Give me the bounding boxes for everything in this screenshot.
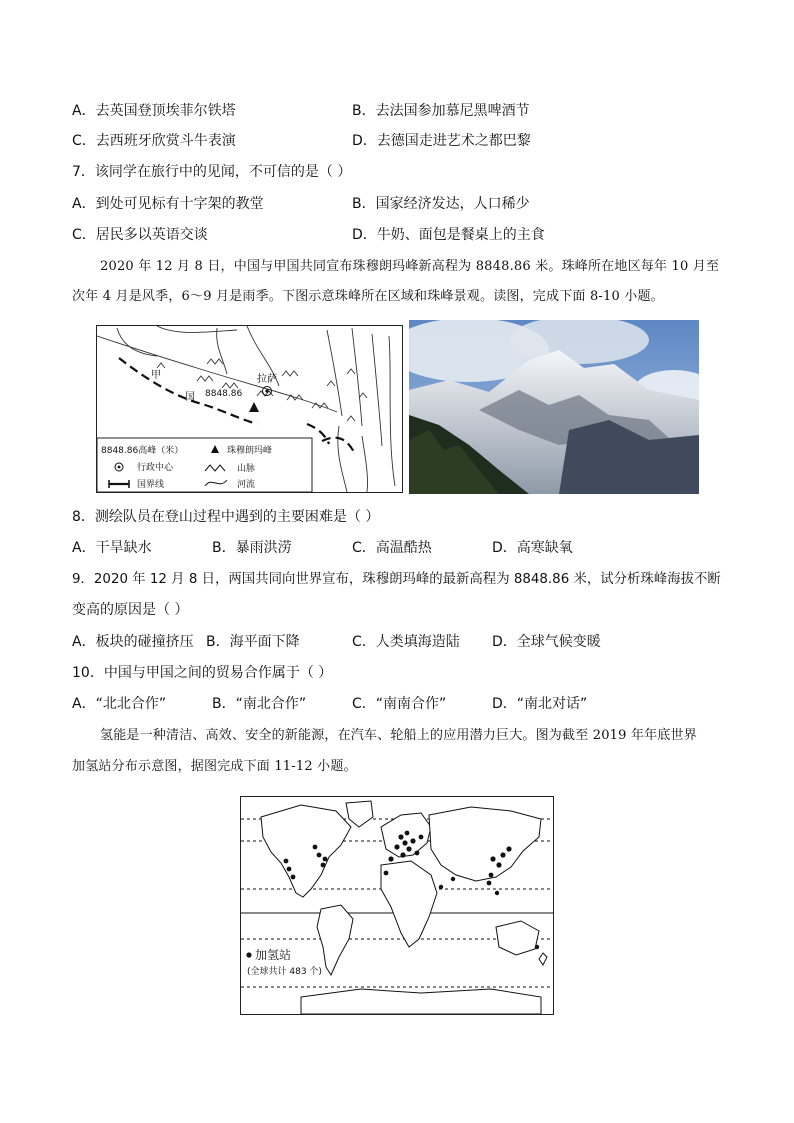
q10-option-c: C．“南南合作” (352, 696, 447, 712)
everest-region-map (96, 325, 403, 493)
q10-stem: 10．中国与甲国之间的贸易合作属于（ ） (72, 665, 333, 681)
q9-stem-line2: 变高的原因是（ ） (72, 602, 189, 618)
label-guo: 国 (185, 392, 195, 403)
q9-option-a: A．板块的碰撞挤压 (72, 634, 194, 650)
world-hydrogen-station-map (240, 796, 554, 1015)
passage1-line2: 次年 4 月是风季，6～9 月是雨季。下图示意珠峰所在区域和珠峰景观。读图，完成下面 8-10 小题。 (72, 289, 664, 304)
legend-peak: 珠穆朗玛峰 (227, 446, 273, 456)
world-map-svg (241, 797, 553, 1014)
legend-height: 8848.86高峰（米） (101, 446, 184, 456)
q6-option-a: A．去英国登顶埃菲尔铁塔 (72, 103, 236, 119)
legend-border: 国界线 (137, 480, 165, 490)
q7-option-d: D．牛奶、面包是餐桌上的主食 (352, 227, 545, 243)
everest-map-svg (97, 326, 402, 492)
q8-option-a: A．干旱缺水 (72, 540, 152, 556)
q7-option-b: B．国家经济发达，人口稀少 (352, 196, 530, 212)
q8-option-c: C．高温酷热 (352, 540, 432, 556)
legend-capital: 行政中心 (137, 463, 174, 473)
q8-option-b: B．暴雨洪涝 (212, 540, 292, 556)
everest-peak-icon (249, 402, 259, 412)
legend-station-title: 加氢站 (255, 948, 292, 962)
q9-option-b: B．海平面下降 (206, 634, 300, 650)
q7-option-c: C．居民多以英语交谈 (72, 227, 208, 243)
q7-stem: 7．该同学在旅行中的见闻，不可信的是（ ） (72, 164, 352, 180)
q9-option-c: C．人类填海造陆 (352, 634, 460, 650)
continent-outlines (261, 801, 547, 1014)
q6-option-d: D．去德国走进艺术之都巴黎 (352, 133, 531, 149)
q7-option-a: A．到处可见标有十字架的教堂 (72, 196, 264, 212)
label-jia: 甲 (151, 370, 161, 381)
q6-option-c: C．去西班牙欣赏斗牛表演 (72, 133, 236, 149)
legend-mountain: 山脉 (237, 464, 256, 474)
q10-option-d: D．“南北对话” (492, 696, 588, 712)
legend-station-icon (246, 952, 251, 957)
q10-option-a: A．“北北合作” (72, 696, 167, 712)
legend-river: 河流 (237, 480, 256, 490)
passage2-line2: 加氢站分布示意图，据图完成下面 11-12 小题。 (72, 759, 357, 774)
q6-option-b: B．去法国参加慕尼黑啤酒节 (352, 103, 530, 119)
everest-landscape-photo (409, 320, 699, 494)
q8-stem: 8．测绘队员在登山过程中遇到的主要困难是（ ） (72, 509, 380, 525)
legend-station-note: (全球共计 483 个) (247, 967, 322, 977)
label-peak-height: 8848.86 (205, 389, 243, 399)
q10-option-b: B．“南北合作” (212, 696, 307, 712)
passage1-line1: 2020 年 12 月 8 日，中国与甲国共同宣布珠穆朗玛峰新高程为 8848.86 米。珠峰所在地区每年 10 月至 (100, 259, 720, 274)
passage2-line1: 氢能是一种清洁、高效、安全的新能源，在汽车、轮船上的应用潜力巨大。图为截至 2019 年年底世界 (100, 728, 697, 743)
q8-option-d: D．高寒缺氧 (492, 540, 573, 556)
q9-option-d: D．全球气候变暖 (492, 634, 601, 650)
label-lhasa: 拉萨 (257, 374, 277, 385)
q9-stem-line1: 9．2020 年 12 月 8 日，两国共同向世界宣布，珠穆朗玛峰的最新高程为 8848.86 米，试分析珠峰海拔不断 (72, 572, 721, 587)
